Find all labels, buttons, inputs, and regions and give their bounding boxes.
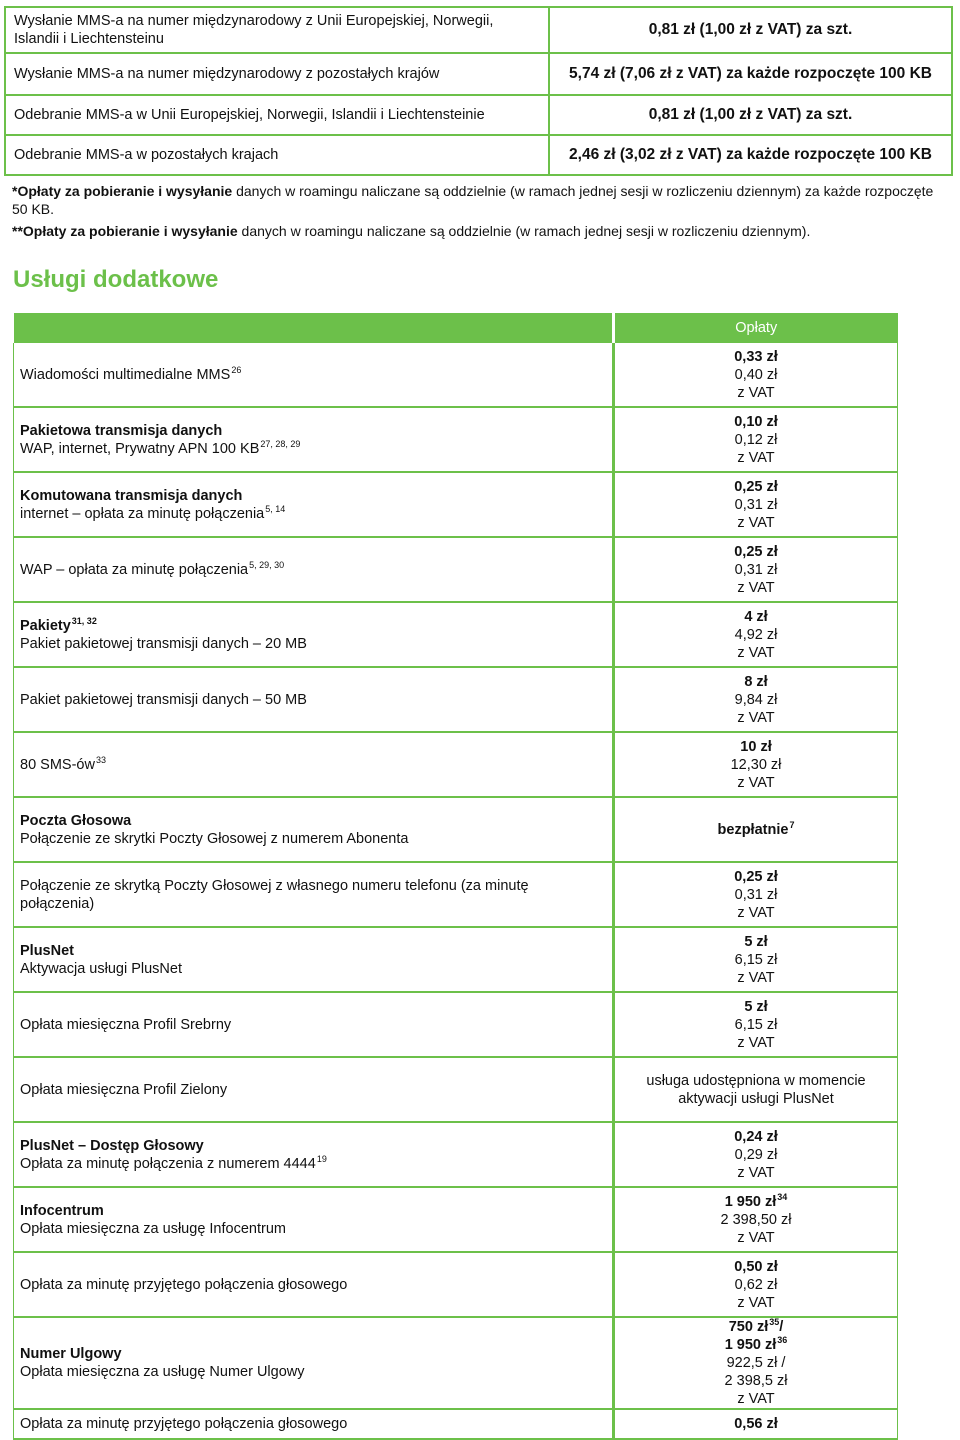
fee-net-text: 4 zł bbox=[744, 608, 768, 625]
service-description bbox=[20, 440, 606, 458]
footnote-ref: 35 bbox=[769, 1317, 780, 1328]
footnote-ref: 36 bbox=[777, 1335, 788, 1346]
service-fee-cell bbox=[614, 862, 898, 927]
fee-note bbox=[621, 514, 891, 532]
footnote-ref: 27, 28, 29 bbox=[260, 438, 301, 449]
fee-net-text: bezpłatnie bbox=[717, 821, 789, 838]
fee-note-extra bbox=[621, 1390, 891, 1408]
table-row bbox=[14, 1252, 898, 1317]
footnote-ref: 7 bbox=[789, 819, 795, 830]
service-name-cell bbox=[14, 927, 614, 992]
fee-gross bbox=[621, 366, 891, 384]
fee-note bbox=[621, 1229, 891, 1247]
footnote-ref: 19 bbox=[316, 1153, 327, 1164]
footnote-1-text: danych w roamingu naliczane są oddzielnie (w ramach jednej sesji w rozliczeniu dziennym) za każde rozpoczęte 50 KB. bbox=[12, 183, 934, 217]
service-group-title-text: Komutowana transmisja danych bbox=[20, 487, 243, 504]
service-name-cell bbox=[14, 992, 614, 1057]
fee-net-text: 10 zł bbox=[740, 738, 772, 755]
footnotes bbox=[12, 182, 948, 244]
table-row bbox=[14, 1409, 898, 1439]
fee-note bbox=[621, 1164, 891, 1182]
fee-net bbox=[621, 998, 891, 1016]
fee-net bbox=[621, 543, 891, 561]
service-description-text: Opłata miesięczna Profil Zielony bbox=[20, 1081, 228, 1098]
fee-note-text: z VAT bbox=[737, 774, 775, 791]
price-row bbox=[5, 135, 952, 175]
fee-note-text: z VAT bbox=[737, 1229, 775, 1246]
service-name-cell bbox=[14, 732, 614, 797]
fee-gross bbox=[621, 1211, 891, 1229]
fee-gross bbox=[621, 1072, 891, 1108]
service-name-cell bbox=[14, 1252, 614, 1317]
service-fee-cell bbox=[614, 472, 898, 537]
fee-note bbox=[621, 709, 891, 727]
service-fee-cell bbox=[614, 1252, 898, 1317]
price-row-value: 0,81 zł (1,00 zł z VAT) za szt. bbox=[549, 7, 952, 53]
service-fee-cell bbox=[614, 602, 898, 667]
table-row bbox=[14, 602, 898, 667]
service-description bbox=[20, 1016, 606, 1034]
service-group-title bbox=[20, 487, 606, 505]
fee-note bbox=[621, 1034, 891, 1052]
table-row bbox=[14, 537, 898, 602]
table-header bbox=[14, 313, 898, 343]
footnote-ref: 31, 32 bbox=[71, 615, 97, 626]
fee-note-text: z VAT bbox=[737, 449, 775, 466]
footnote-ref: 5, 14 bbox=[265, 503, 286, 514]
service-group-title bbox=[20, 1202, 606, 1220]
fee-gross bbox=[621, 1354, 891, 1372]
service-description bbox=[20, 1081, 606, 1099]
fee-gross bbox=[621, 431, 891, 449]
service-description-text: WAP, internet, Prywatny APN 100 KB bbox=[20, 440, 260, 457]
table-row bbox=[14, 667, 898, 732]
fee-gross bbox=[621, 1276, 891, 1294]
footnote-ref: 33 bbox=[95, 754, 106, 765]
fee-gross-text: usługa udostępniona w momencie aktywacji usługi PlusNet bbox=[646, 1072, 866, 1107]
fee-gross bbox=[621, 691, 891, 709]
fee-gross-text: 922,5 zł / bbox=[726, 1355, 786, 1371]
footnote-1 bbox=[12, 182, 948, 218]
fee-note bbox=[621, 969, 891, 987]
service-description bbox=[20, 756, 606, 774]
service-description-text: Opłata za minutę przyjętego połączenia głosowego bbox=[20, 1276, 348, 1293]
service-group-title-text: PlusNet – Dostęp Głosowy bbox=[20, 1137, 204, 1154]
service-name-cell bbox=[14, 537, 614, 602]
fee-gross-text: 6,15 zł bbox=[734, 951, 778, 968]
service-name-cell bbox=[14, 1317, 614, 1409]
fee-note-text: z VAT bbox=[737, 514, 775, 531]
service-group-title bbox=[20, 942, 606, 960]
service-name-cell bbox=[14, 407, 614, 472]
fee-gross-text: 0,62 zł bbox=[734, 1276, 778, 1293]
price-row-label: Wysłanie MMS-a na numer międzynarodowy z pozostałych krajów bbox=[5, 53, 549, 95]
service-description-text: Opłata miesięczna za usługę Numer Ulgowy bbox=[20, 1364, 305, 1380]
service-name-cell bbox=[14, 1409, 614, 1439]
fee-gross bbox=[621, 951, 891, 969]
fee-gross-text: 0,31 zł bbox=[734, 561, 778, 578]
fee-gross bbox=[621, 756, 891, 774]
price-row-label: Odebranie MMS-a w pozostałych krajach bbox=[5, 135, 549, 175]
fee-net-text: 8 zł bbox=[744, 673, 768, 690]
service-description bbox=[20, 1155, 606, 1173]
service-group-title bbox=[20, 422, 606, 440]
table-row bbox=[14, 992, 898, 1057]
service-fee-cell bbox=[614, 992, 898, 1057]
footnote-2-bold: **Opłaty za pobieranie i wysyłanie bbox=[12, 223, 238, 239]
fee-gross-text: 0,31 zł bbox=[734, 886, 778, 903]
fee-note bbox=[621, 1294, 891, 1312]
fee-note-text: z VAT bbox=[737, 1034, 775, 1051]
fee-net-text: 0,10 zł bbox=[734, 413, 778, 430]
service-name-cell bbox=[14, 667, 614, 732]
fee-gross-text: 4,92 zł bbox=[734, 626, 778, 643]
price-row-value: 0,81 zł (1,00 zł z VAT) za szt. bbox=[549, 95, 952, 135]
fee-gross-text: 2 398,50 zł bbox=[720, 1211, 792, 1228]
fee-net-text: 1 950 zł bbox=[724, 1193, 777, 1210]
service-group-title-text: Pakietowa transmisja danych bbox=[20, 422, 223, 439]
service-fee-cell bbox=[614, 1057, 898, 1122]
table-row bbox=[14, 927, 898, 992]
fee-gross bbox=[621, 1016, 891, 1034]
fee-net bbox=[621, 413, 891, 431]
fee-note-extra-text: z VAT bbox=[737, 1391, 775, 1407]
fee-net-text: 0,50 zł bbox=[734, 1258, 778, 1275]
fee-note bbox=[621, 579, 891, 597]
service-description-text: Pakiet pakietowej transmisji danych – 20 MB bbox=[20, 635, 307, 652]
service-name-cell bbox=[14, 797, 614, 862]
fee-gross-text: 0,12 zł bbox=[734, 431, 778, 448]
service-description-text: Opłata za minutę przyjętego połączenia głosowego bbox=[20, 1416, 348, 1432]
fee-note bbox=[621, 774, 891, 792]
service-description bbox=[20, 830, 606, 848]
service-group-title bbox=[20, 812, 606, 830]
service-group-title-text: Numer Ulgowy bbox=[20, 1346, 122, 1362]
fee-net-text: 0,33 zł bbox=[734, 348, 778, 365]
service-description-text: Połączenie ze skrytką Poczty Głosowej z własnego numeru telefonu (za minutę połączenia) bbox=[20, 877, 529, 912]
fee-note-text: z VAT bbox=[737, 384, 775, 401]
fee-net bbox=[621, 1258, 891, 1276]
fee-separator: / bbox=[779, 1319, 784, 1335]
service-fee-cell bbox=[614, 667, 898, 732]
service-description-text: Połączenie ze skrytki Poczty Głosowej z numerem Abonenta bbox=[20, 830, 409, 847]
service-group-title bbox=[20, 1137, 606, 1155]
price-row bbox=[5, 95, 952, 135]
table-row bbox=[14, 472, 898, 537]
table-row bbox=[14, 862, 898, 927]
service-description bbox=[20, 1276, 606, 1294]
table-row bbox=[14, 1122, 898, 1187]
fee-net bbox=[621, 673, 891, 691]
service-description bbox=[20, 1220, 606, 1238]
table-row bbox=[14, 797, 898, 862]
service-description bbox=[20, 1415, 606, 1433]
price-row-label: Wysłanie MMS-a na numer międzynarodowy z Unii Europejskiej, Norwegii, Islandii i Liechtensteinu bbox=[5, 7, 549, 53]
service-fee-cell bbox=[614, 1187, 898, 1252]
fee-note bbox=[621, 644, 891, 662]
header-empty-cell bbox=[14, 313, 614, 343]
table-row bbox=[14, 1187, 898, 1252]
fee-net bbox=[621, 738, 891, 756]
roaming-mms-price-table bbox=[4, 6, 953, 176]
service-fee-cell bbox=[614, 797, 898, 862]
service-description-text: Opłata miesięczna za usługę Infocentrum bbox=[20, 1220, 286, 1237]
fee-net bbox=[621, 868, 891, 886]
service-group-title-text: Pakiety bbox=[20, 617, 71, 634]
service-description bbox=[20, 366, 606, 384]
service-description bbox=[20, 691, 606, 709]
fee-net-text: 5 zł bbox=[744, 998, 768, 1015]
fee-net bbox=[621, 1318, 891, 1336]
service-description bbox=[20, 505, 606, 523]
service-description-text: Opłata miesięczna Profil Srebrny bbox=[20, 1016, 232, 1033]
service-name-cell bbox=[14, 343, 614, 407]
footnote-ref: 26 bbox=[231, 364, 242, 375]
service-description bbox=[20, 877, 606, 913]
footnote-1-bold: *Opłaty za pobieranie i wysyłanie bbox=[12, 183, 233, 199]
fee-net-alt-text: 1 950 zł bbox=[724, 1337, 777, 1353]
service-description-text: Pakiet pakietowej transmisji danych – 50 MB bbox=[20, 691, 307, 708]
price-row-label: Odebranie MMS-a w Unii Europejskiej, Norwegii, Islandii i Liechtensteinie bbox=[5, 95, 549, 135]
fee-net-text: 0,56 zł bbox=[734, 1416, 778, 1432]
service-description-text: Aktywacja usługi PlusNet bbox=[20, 960, 182, 977]
service-description bbox=[20, 635, 606, 653]
fee-net bbox=[621, 1193, 891, 1211]
fee-gross-text: 9,84 zł bbox=[734, 691, 778, 708]
fee-net-alt bbox=[621, 1336, 891, 1354]
fee-note bbox=[621, 449, 891, 467]
service-group-title-text: Poczta Głosowa bbox=[20, 812, 132, 829]
service-fee-cell bbox=[614, 407, 898, 472]
fee-net-text: 0,24 zł bbox=[734, 1128, 778, 1145]
price-row-value: 2,46 zł (3,02 zł z VAT) za każde rozpoczęte 100 KB bbox=[549, 135, 952, 175]
fee-gross-text: 6,15 zł bbox=[734, 1016, 778, 1033]
fee-net bbox=[621, 933, 891, 951]
fee-net-text: 0,25 zł bbox=[734, 543, 778, 560]
header-fee: Opłaty bbox=[614, 313, 898, 343]
service-fee-cell bbox=[614, 1122, 898, 1187]
additional-services-table bbox=[13, 313, 898, 1440]
service-description bbox=[20, 561, 606, 579]
service-description-text: internet – opłata za minutę połączenia bbox=[20, 505, 265, 522]
fee-note-text: z VAT bbox=[737, 1164, 775, 1181]
fee-net-text: 5 zł bbox=[744, 933, 768, 950]
service-group-title bbox=[20, 617, 606, 635]
fee-net-text: 750 zł bbox=[728, 1319, 769, 1335]
table-row bbox=[14, 1057, 898, 1122]
fee-net bbox=[621, 478, 891, 496]
service-name-cell bbox=[14, 1122, 614, 1187]
fee-note-text: z VAT bbox=[737, 1294, 775, 1311]
fee-note-text: z VAT bbox=[737, 904, 775, 921]
service-fee-cell bbox=[614, 732, 898, 797]
fee-net-text: 0,25 zł bbox=[734, 868, 778, 885]
price-row bbox=[5, 53, 952, 95]
footnote-2-text: danych w roamingu naliczane są oddzielnie (w ramach jednej sesji w rozliczeniu dziennym). bbox=[237, 223, 811, 239]
footnote-2 bbox=[12, 222, 948, 240]
fee-gross bbox=[621, 886, 891, 904]
fee-note bbox=[621, 904, 891, 922]
fee-note-text: z VAT bbox=[737, 579, 775, 596]
footnote-ref: 5, 29, 30 bbox=[249, 559, 285, 570]
service-fee-cell bbox=[614, 1317, 898, 1409]
service-description-text: WAP – opłata za minutę połączenia bbox=[20, 561, 249, 578]
fee-net bbox=[621, 348, 891, 366]
fee-gross-text: 0,31 zł bbox=[734, 496, 778, 513]
fee-gross-text: 0,40 zł bbox=[734, 366, 778, 383]
service-name-cell bbox=[14, 472, 614, 537]
service-name-cell bbox=[14, 1187, 614, 1252]
fee-note bbox=[621, 384, 891, 402]
service-fee-cell bbox=[614, 927, 898, 992]
fee-net bbox=[621, 608, 891, 626]
service-description bbox=[20, 1363, 606, 1381]
table-row bbox=[14, 732, 898, 797]
service-name-cell bbox=[14, 602, 614, 667]
service-description bbox=[20, 960, 606, 978]
section-title: Usługi dodatkowe bbox=[13, 266, 219, 293]
fee-net bbox=[621, 1415, 891, 1433]
service-group-title-text: PlusNet bbox=[20, 942, 74, 959]
fee-gross-text: 0,29 zł bbox=[734, 1146, 778, 1163]
fee-note bbox=[621, 1372, 891, 1390]
service-group-title-text: Infocentrum bbox=[20, 1202, 104, 1219]
service-fee-cell bbox=[614, 1409, 898, 1439]
fee-gross bbox=[621, 1146, 891, 1164]
fee-note-text: 2 398,5 zł bbox=[724, 1373, 788, 1389]
fee-gross bbox=[621, 561, 891, 579]
service-fee-cell bbox=[614, 537, 898, 602]
fee-gross-text: 12,30 zł bbox=[730, 756, 782, 773]
footnote-ref: 34 bbox=[777, 1191, 788, 1202]
service-name-cell bbox=[14, 862, 614, 927]
fee-gross bbox=[621, 496, 891, 514]
fee-note-text: z VAT bbox=[737, 969, 775, 986]
table-row bbox=[14, 343, 898, 407]
fee-note-text: z VAT bbox=[737, 709, 775, 726]
price-row bbox=[5, 7, 952, 53]
fee-net bbox=[621, 1128, 891, 1146]
fee-net-text: 0,25 zł bbox=[734, 478, 778, 495]
service-name-cell bbox=[14, 1057, 614, 1122]
service-description-text: 80 SMS-ów bbox=[20, 756, 95, 773]
fee-note-text: z VAT bbox=[737, 644, 775, 661]
service-description-text: Wiadomości multimedialne MMS bbox=[20, 366, 231, 383]
service-description-text: Opłata za minutę połączenia z numerem 4444 bbox=[20, 1155, 316, 1172]
table-row bbox=[14, 407, 898, 472]
service-fee-cell bbox=[614, 343, 898, 407]
fee-net bbox=[621, 821, 891, 839]
price-row-value: 5,74 zł (7,06 zł z VAT) za każde rozpoczęte 100 KB bbox=[549, 53, 952, 95]
fee-gross bbox=[621, 626, 891, 644]
service-group-title bbox=[20, 1345, 606, 1363]
table-row bbox=[14, 1317, 898, 1409]
